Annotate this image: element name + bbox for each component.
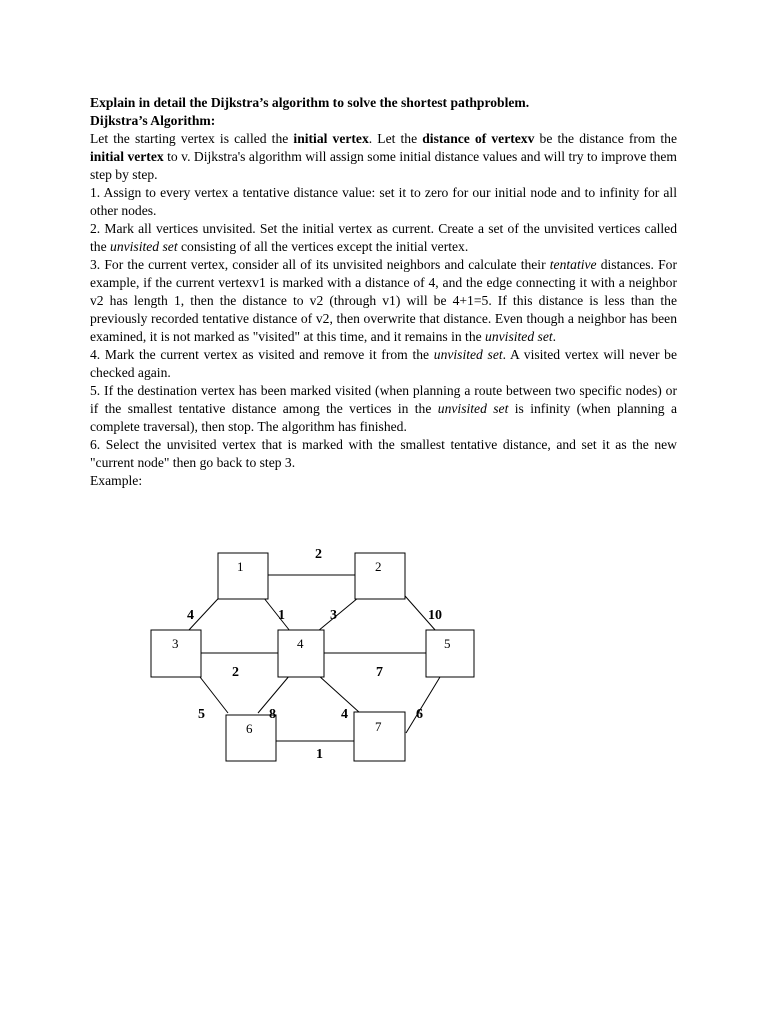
weight-2-4: 3 bbox=[330, 608, 337, 623]
node-2 bbox=[355, 553, 405, 599]
node-6-label: 6 bbox=[246, 721, 253, 736]
node-3 bbox=[151, 630, 201, 677]
step-5: 5. If the destination vertex has been marked visited (when planning a route between two specific nodes) or if the smallest tentative distance among the vertices in the unvisited set is infinity (when planning a complete traversal), then stop. The algorithm has finished. bbox=[90, 383, 678, 434]
graph-diagram bbox=[140, 535, 500, 775]
node-2-label: 2 bbox=[375, 559, 382, 574]
step-6: 6. Select the unvisited vertex that is marked with the smallest tentative distance, and set it as the new "current node" then go back to step 3. bbox=[90, 437, 677, 470]
step-2: 2. Mark all vertices unvisited. Set the initial vertex as current. Create a set of the unvisited vertices called the unvisited set consisting of all the vertices except the initial vertex. bbox=[90, 221, 677, 254]
node-7 bbox=[354, 712, 405, 761]
edge-5-7 bbox=[406, 677, 440, 733]
step-4: 4. Mark the current vertex as visited and remove it from the unvisited set. A visited vertex will never be checked again. bbox=[90, 347, 678, 380]
node-1 bbox=[218, 553, 268, 599]
step-1: 1. Assign to every vertex a tentative distance value: set it to zero for our initial node and to infinity for all other nodes. bbox=[90, 185, 677, 218]
document-title: Explain in detail the Dijkstra’s algorithm to solve the shortest pathproblem. bbox=[90, 95, 530, 110]
weight-1-2: 2 bbox=[315, 547, 322, 562]
weight-4-5: 7 bbox=[376, 665, 383, 680]
edge-4-7 bbox=[318, 675, 360, 713]
weight-4-7: 4 bbox=[341, 707, 348, 722]
step-3: 3. For the current vertex, consider all of its unvisited neighbors and calculate their tentative distances. For example, if the current vertexv1 is marked with a distance of 4, and the edge connecting it with a neighbor v2 has length 1, then the distance to v2 (through v1) will be 4+1=5. If this distance is less than the previously recorded tentative distance of v2, then overwrite that distance. Even though a neighbor has been examined, it is not marked as "visited" at this time, and it remains in the unvisited set. bbox=[90, 257, 677, 344]
weight-3-6: 5 bbox=[198, 707, 205, 722]
node-3-label: 3 bbox=[172, 636, 179, 651]
weight-1-3: 4 bbox=[187, 608, 194, 623]
node-4 bbox=[278, 630, 324, 677]
node-7-label: 7 bbox=[375, 719, 382, 734]
node-5 bbox=[426, 630, 474, 677]
weight-5-7: 6 bbox=[416, 707, 423, 722]
weight-2-5: 10 bbox=[428, 608, 442, 623]
node-5-label: 5 bbox=[444, 636, 451, 651]
intro-paragraph: Let the starting vertex is called the initial vertex. Let the distance of vertexv be the distance from the initial vertex to v. Dijkstra's algorithm will assign some initial distance values and will try to improve them step by step. bbox=[90, 131, 678, 182]
section-heading: Dijkstra’s Algorithm: bbox=[90, 113, 216, 128]
weight-3-4: 2 bbox=[232, 665, 239, 680]
node-1-label: 1 bbox=[237, 559, 244, 574]
node-4-label: 4 bbox=[297, 636, 304, 651]
weight-6-7: 1 bbox=[316, 747, 323, 762]
document-body bbox=[90, 94, 677, 490]
example-label: Example: bbox=[90, 473, 143, 488]
weight-1-4: 1 bbox=[278, 608, 285, 623]
weight-4-6: 8 bbox=[269, 707, 276, 722]
